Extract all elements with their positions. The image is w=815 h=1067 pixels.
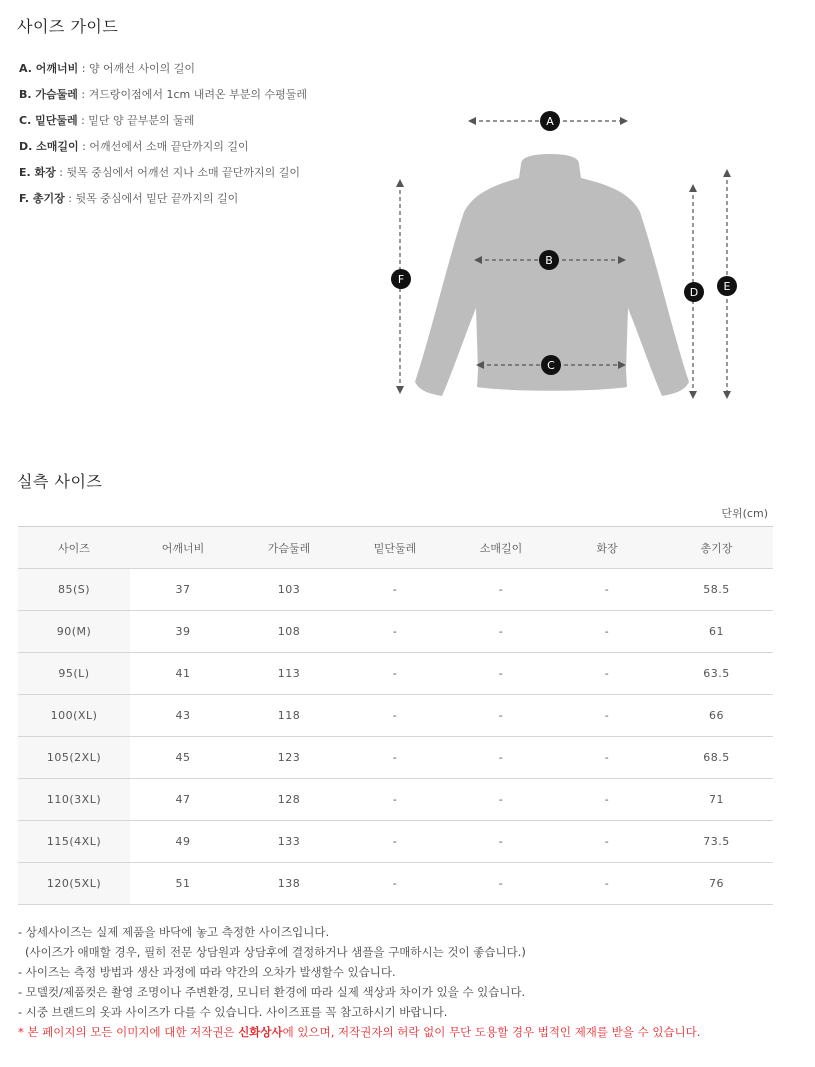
cell-value: 123	[236, 737, 342, 779]
cell-value: 66	[660, 695, 773, 737]
guide-key: F. 총기장	[19, 192, 65, 205]
guide-separator: :	[55, 166, 67, 179]
cell-value: -	[342, 653, 448, 695]
cell-value: -	[342, 821, 448, 863]
cell-value: -	[554, 695, 660, 737]
cell-value: 73.5	[660, 821, 773, 863]
cell-size: 120(5XL)	[18, 863, 130, 905]
guide-item-sleeve-from-neck	[19, 166, 307, 192]
cell-value: 128	[236, 779, 342, 821]
cell-value: 37	[130, 569, 236, 611]
cell-value: 49	[130, 821, 236, 863]
header-shoulder: 어깨너비	[130, 527, 236, 569]
cell-value: -	[554, 737, 660, 779]
cell-value: 43	[130, 695, 236, 737]
guide-desc: 겨드랑이점에서 1cm 내려온 부분의 수평둘레	[88, 88, 307, 101]
header-length: 총기장	[660, 527, 773, 569]
guide-desc: 뒷목 중심에서 밑단 끝까지의 길이	[75, 192, 239, 205]
cell-value: 113	[236, 653, 342, 695]
measurement-guide-list	[19, 62, 307, 218]
copyright-prefix: * 본 페이지의 모든 이미지에 대한 저작권은	[18, 1025, 239, 1039]
cell-value: -	[448, 821, 554, 863]
guide-separator: :	[78, 62, 89, 75]
header-chest: 가슴둘레	[236, 527, 342, 569]
guide-key: B. 가슴둘레	[19, 88, 78, 101]
cell-value: -	[342, 695, 448, 737]
guide-item-total-length	[19, 192, 307, 218]
size-guide-title: 사이즈 가이드	[17, 17, 119, 36]
guide-key: C. 밑단둘레	[19, 114, 78, 127]
measured-size-title: 실측 사이즈	[17, 472, 103, 491]
cell-value: 41	[130, 653, 236, 695]
note-line: - 상세사이즈는 실제 제품을 바닥에 놓고 측정한 사이즈입니다.	[18, 925, 330, 939]
cell-value: -	[448, 611, 554, 653]
cell-value: 63.5	[660, 653, 773, 695]
cell-size: 90(M)	[18, 611, 130, 653]
cell-value: 47	[130, 779, 236, 821]
header-size: 사이즈	[18, 527, 130, 569]
size-notes	[18, 922, 700, 1042]
cell-value: -	[342, 569, 448, 611]
marker-a-label: A	[546, 115, 554, 128]
header-hem: 밑단둘레	[342, 527, 448, 569]
cell-value: -	[554, 611, 660, 653]
cell-size: 100(XL)	[18, 695, 130, 737]
guide-item-hem	[19, 114, 307, 140]
note-line: - 시중 브랜드의 옷과 사이즈가 다를 수 있습니다. 사이즈표를 꼭 참고하시기 바랍니다.	[18, 1005, 448, 1019]
table-row	[18, 779, 773, 821]
cell-value: -	[448, 779, 554, 821]
table-row	[18, 569, 773, 611]
cell-value: -	[554, 569, 660, 611]
cell-size: 105(2XL)	[18, 737, 130, 779]
guide-desc: 양 어깨선 사이의 길이	[88, 62, 196, 75]
guide-separator: :	[64, 192, 76, 205]
guide-separator: :	[77, 88, 89, 101]
guide-item-sleeve	[19, 140, 307, 166]
cell-value: 39	[130, 611, 236, 653]
note-line: - 사이즈는 측정 방법과 생산 과정에 따라 약간의 오차가 발생할수 있습니다.	[18, 965, 396, 979]
cell-value: 45	[130, 737, 236, 779]
guide-item-shoulder	[19, 62, 307, 88]
cell-value: 103	[236, 569, 342, 611]
table-row	[18, 611, 773, 653]
cell-value: 76	[660, 863, 773, 905]
cell-value: -	[342, 779, 448, 821]
note-line: - 모델컷/제품컷은 촬영 조명이나 주변환경, 모니터 환경에 따라 실제 색상과 차이가 있을 수 있습니다.	[18, 985, 526, 999]
table-header-row	[18, 527, 773, 569]
cell-value: 138	[236, 863, 342, 905]
guide-separator: :	[77, 114, 89, 127]
guide-item-chest	[19, 88, 307, 114]
guide-key: E. 화장	[19, 166, 56, 179]
guide-desc: 뒷목 중심에서 어깨선 지나 소매 끝단까지의 길이	[66, 166, 300, 179]
cell-size: 110(3XL)	[18, 779, 130, 821]
jacket-measurement-diagram	[380, 100, 760, 410]
cell-value: -	[554, 653, 660, 695]
size-table	[18, 526, 773, 905]
guide-key: D. 소매길이	[19, 140, 79, 153]
table-row	[18, 653, 773, 695]
cell-value: 58.5	[660, 569, 773, 611]
cell-value: 68.5	[660, 737, 773, 779]
table-row	[18, 821, 773, 863]
cell-value: -	[342, 737, 448, 779]
table-row	[18, 737, 773, 779]
cell-value: -	[448, 569, 554, 611]
cell-value: -	[554, 821, 660, 863]
marker-f-label: F	[397, 273, 405, 286]
copyright-brand: 신화상사	[238, 1025, 283, 1039]
cell-value: -	[448, 653, 554, 695]
cell-value: -	[448, 737, 554, 779]
cell-value: 118	[236, 695, 342, 737]
cell-value: -	[448, 863, 554, 905]
marker-e-label: E	[723, 280, 731, 293]
cell-value: -	[554, 863, 660, 905]
cell-value: -	[554, 779, 660, 821]
cell-value: -	[342, 611, 448, 653]
cell-value: 61	[660, 611, 773, 653]
cell-value: 71	[660, 779, 773, 821]
note-line: (사이즈가 애매할 경우, 필히 전문 상담원과 상담후에 결정하거나 샘플을 구매하시는 것이 좋습니다.)	[25, 945, 526, 959]
cell-value: -	[448, 695, 554, 737]
marker-d-label: D	[689, 286, 699, 299]
guide-key: A. 어깨너비	[19, 62, 79, 75]
table-row	[18, 863, 773, 905]
cell-value: 108	[236, 611, 342, 653]
guide-desc: 밑단 양 끝부분의 둘레	[88, 114, 195, 127]
cell-value: -	[342, 863, 448, 905]
marker-b-label: B	[545, 254, 553, 267]
copyright-notice	[18, 1022, 700, 1042]
header-sleeve: 소매길이	[448, 527, 554, 569]
cell-value: 51	[130, 863, 236, 905]
marker-c-label: C	[547, 359, 555, 372]
table-row	[18, 695, 773, 737]
cell-value: 133	[236, 821, 342, 863]
header-sleeve-neck: 화장	[554, 527, 660, 569]
cell-size: 95(L)	[18, 653, 130, 695]
unit-label: 단위(cm)	[721, 507, 768, 520]
copyright-suffix: 에 있으며, 저작권자의 허락 없이 무단 도용할 경우 법적인 제재를 받을 수 있습니다.	[282, 1025, 701, 1039]
cell-size: 115(4XL)	[18, 821, 130, 863]
guide-desc: 어깨선에서 소매 끝단까지의 길이	[89, 140, 249, 153]
cell-size: 85(S)	[18, 569, 130, 611]
guide-separator: :	[78, 140, 90, 153]
